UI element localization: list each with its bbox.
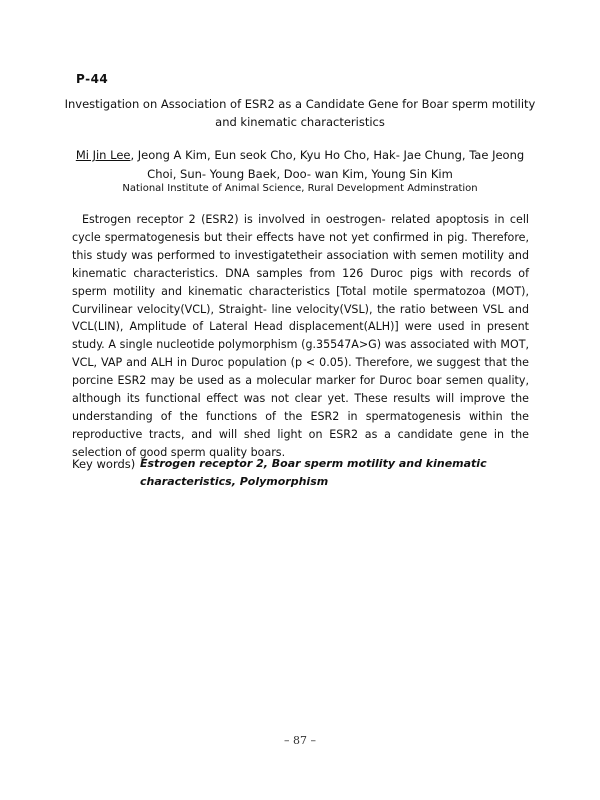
author-list bbox=[60, 146, 540, 184]
keywords-values: Estrogen receptor 2, Boar sperm motility and kinematic characteristics, Polymorphism bbox=[140, 457, 487, 488]
abstract-body: Estrogen receptor 2 (ESR2) is involved in oestrogen- related apoptosis in cell cycle spermatogenesis but their effects have not yet confirmed in pig. Therefore, this study was performed to investigatetheir association with semen motility and kinematic characteristics. DNA samples from 126 Duroc pigs with records of sperm motility and kinematic characteristics [Total motile spermatozoa (MOT), Curvilinear velocity(VCL), Straight- line velocity(VSL), the ratio between VSL and VCL(LIN), Amplitude of Lateral Head displacement(ALH)] were used in present study. A single nucleotide polymorphism (g.35547A>G) was associated with MOT, VCL, VAP and ALH in Duroc population (p < 0.05). Therefore, we suggest that the porcine ESR2 may be used as a molecular marker for Duroc boar semen quality, although its functional effect was not clear yet. These results will improve the understanding of the functions of the ESR2 in spermatogenesis within the reproductive tracts, and will shed light on ESR2 as a candidate gene in the selection of good sperm quality boars. bbox=[72, 213, 529, 459]
page-number: – 87 – bbox=[284, 734, 316, 747]
keywords bbox=[72, 455, 542, 491]
paper-title: Investigation on Association of ESR2 as a Candidate Gene for Boar sperm motility and kinematic characteristics bbox=[64, 97, 536, 129]
poster-id: P-44 bbox=[76, 72, 109, 86]
affiliation: National Institute of Animal Science, Rural Development Adminstration bbox=[122, 183, 478, 194]
co-authors: , Jeong A Kim, Eun seok Cho, Kyu Ho Cho, Hak- Jae Chung, Tae Jeong Choi, Sun- Young Baek, Doo- wan Kim, Young Sin Kim bbox=[130, 148, 525, 181]
presenting-author: Mi Jin Lee bbox=[75, 148, 131, 162]
keywords-label: Key words) bbox=[72, 457, 136, 471]
